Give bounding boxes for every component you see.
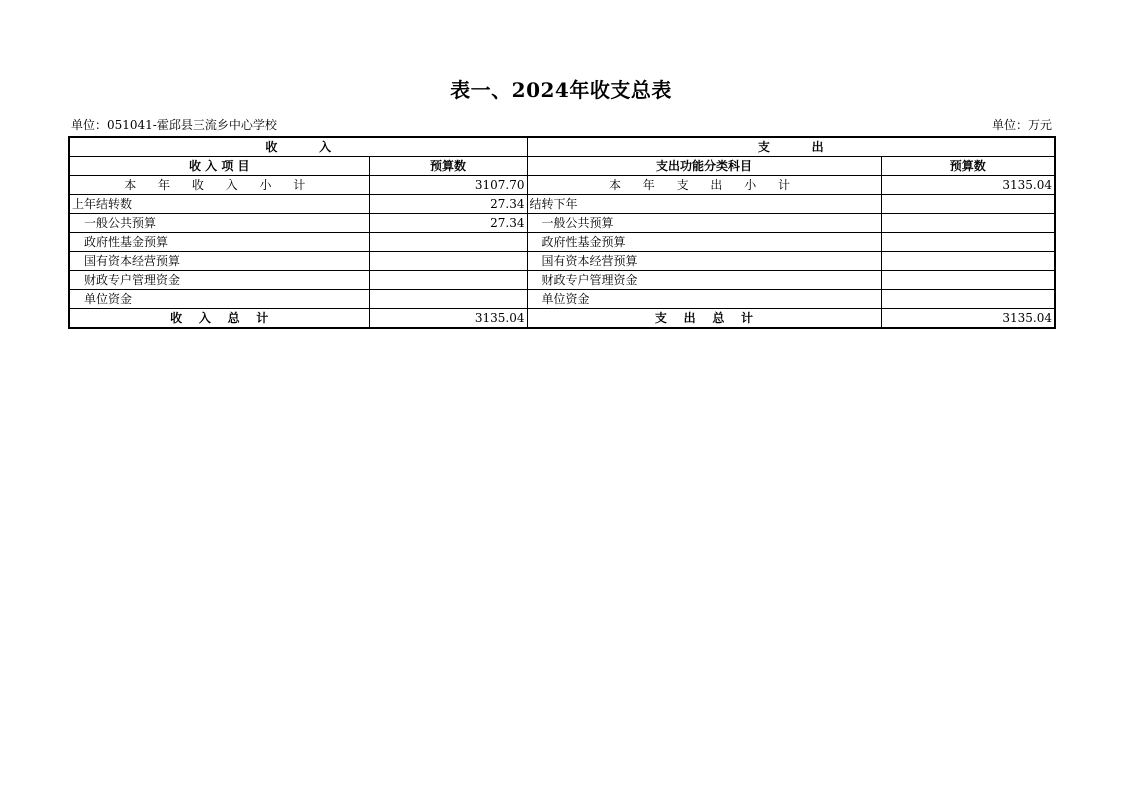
income-row-value: 27.34 (369, 195, 527, 214)
income-total-value: 3135.04 (369, 309, 527, 329)
column-header-row (69, 157, 1055, 176)
currency-unit-label: 单位：万元 (991, 118, 1052, 132)
income-total-label: 收 入 总 计 (69, 309, 369, 329)
expense-row-value (881, 271, 1055, 290)
income-row-value (369, 290, 527, 309)
table-row (69, 214, 1055, 233)
expense-group-header: 支 出 (527, 137, 1055, 157)
expense-subtotal-value: 3135.04 (881, 176, 1055, 195)
expense-row-value (881, 233, 1055, 252)
table-row (69, 252, 1055, 271)
income-row-label: 一般公共预算 (69, 214, 369, 233)
income-row-value (369, 233, 527, 252)
expense-budget-header: 预算数 (881, 157, 1055, 176)
table-row (69, 290, 1055, 309)
income-row-value: 27.34 (369, 214, 527, 233)
expense-row-value (881, 195, 1055, 214)
page-title: 表一、2024年收支总表 (450, 78, 672, 102)
income-row-label: 国有资本经营预算 (69, 252, 369, 271)
totals-row (69, 309, 1055, 329)
income-row-label: 上年结转数 (69, 195, 369, 214)
income-subtotal-value: 3107.70 (369, 176, 527, 195)
organization-unit-label: 单位：051041-霍邱县三流乡中心学校 (71, 118, 277, 132)
expense-row-label: 政府性基金预算 (527, 233, 881, 252)
income-row-label: 财政专户管理资金 (69, 271, 369, 290)
expense-row-value (881, 290, 1055, 309)
income-row-label: 政府性基金预算 (69, 233, 369, 252)
expense-item-header: 支出功能分类科目 (527, 157, 881, 176)
table-row (69, 233, 1055, 252)
income-row-value (369, 252, 527, 271)
income-budget-header: 预算数 (369, 157, 527, 176)
table-row (69, 271, 1055, 290)
expense-row-label: 单位资金 (527, 290, 881, 309)
income-expense-summary-table (68, 136, 1056, 329)
income-group-header: 收 入 (69, 137, 527, 157)
expense-subtotal-label: 本 年 支 出 小 计 (527, 176, 881, 195)
expense-row-label: 国有资本经营预算 (527, 252, 881, 271)
income-subtotal-label: 本 年 收 入 小 计 (69, 176, 369, 195)
group-header-row (69, 137, 1055, 157)
income-row-value (369, 271, 527, 290)
income-row-label: 单位资金 (69, 290, 369, 309)
table-row (69, 176, 1055, 195)
expense-total-value: 3135.04 (881, 309, 1055, 329)
expense-row-label: 财政专户管理资金 (527, 271, 881, 290)
income-item-header: 收 入 项 目 (69, 157, 369, 176)
expense-total-label: 支 出 总 计 (527, 309, 881, 329)
expense-row-label: 结转下年 (527, 195, 881, 214)
expense-row-value (881, 214, 1055, 233)
table-row (69, 195, 1055, 214)
expense-row-value (881, 252, 1055, 271)
expense-row-label: 一般公共预算 (527, 214, 881, 233)
